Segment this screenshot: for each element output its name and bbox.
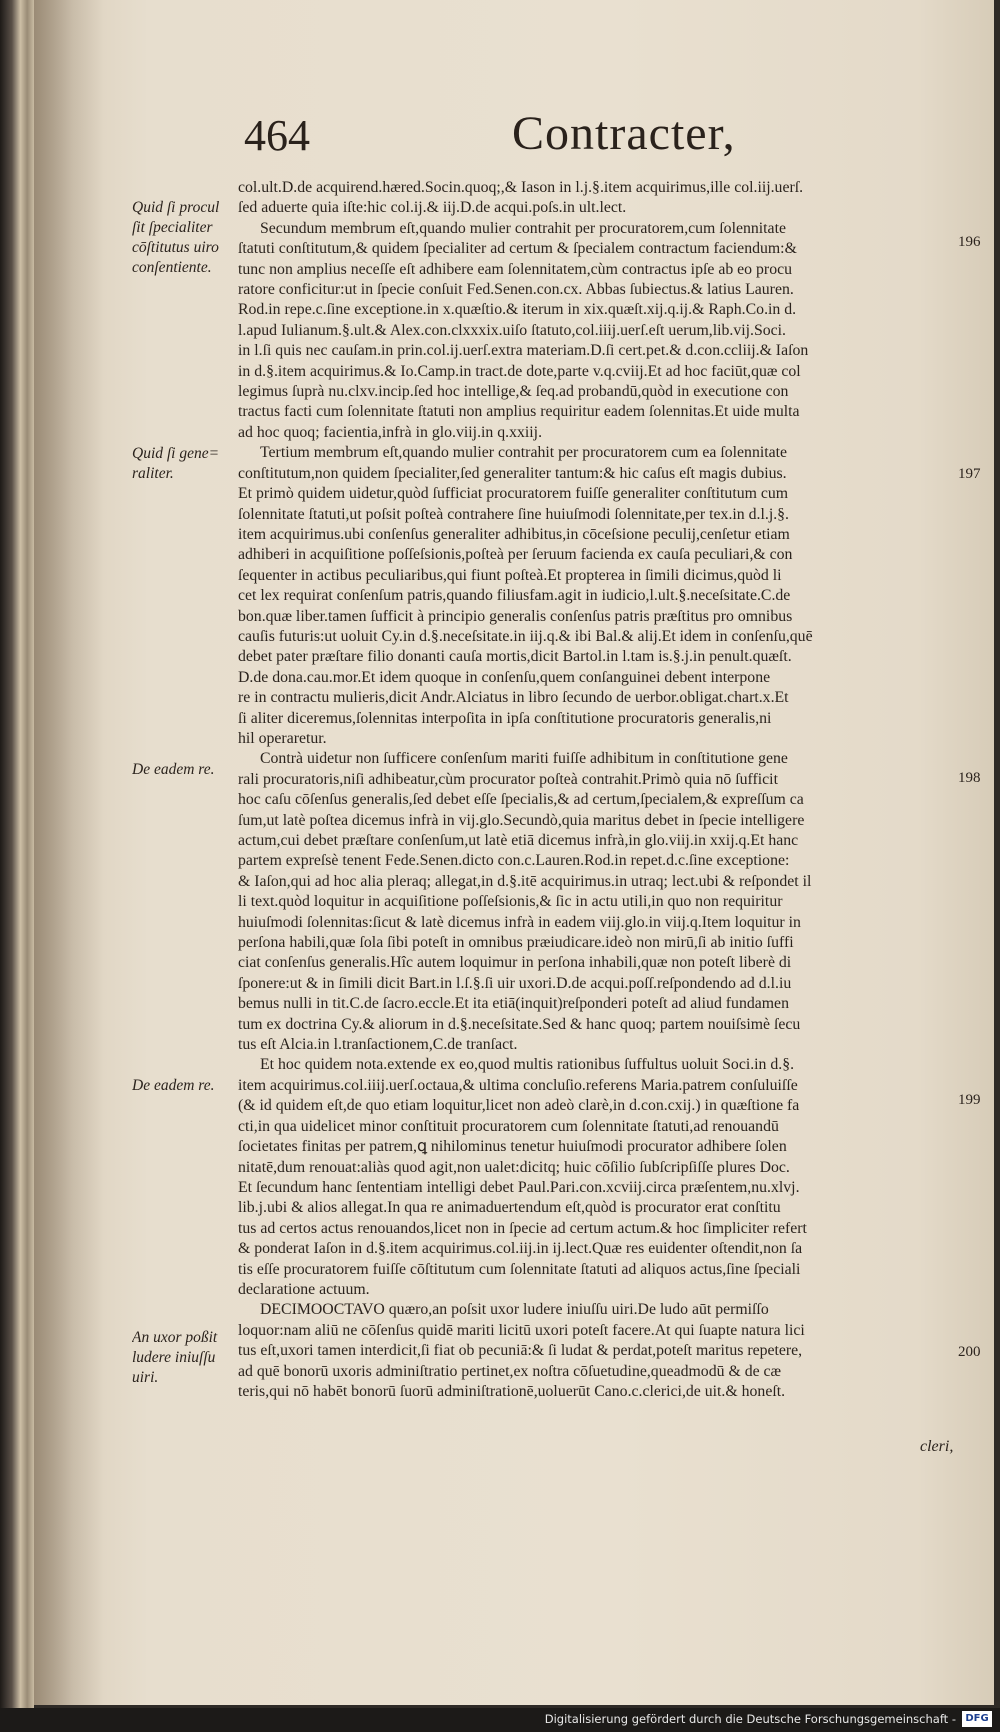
text-line: ſolennitate ſtatuti,ut poſsit poſteà contrahere ſine huiuſmodi ſolennitate,per tex.in d.l.j.§. [238,505,790,523]
text-line: rali procuratoris,niſi adhibeatur,cùm procurator poſteà contrahit.Primò quia nō ſufficit [238,770,778,788]
text-line: cauſis futuris:ut uoluit Cy.in d.§.neceſsitate.in iij.q.& ibi Bal.& alij.Et idem in conſenſu,quē [238,627,813,645]
paragraph-p197 [238,443,954,749]
text-line: DECIMOOCTAVO quæro,an poſsit uxor ludere iniuſſu uiri.De ludo aūt permiſſo [260,1301,769,1319]
sidenote-line: conſentiente. [132,259,212,276]
sidenote-line: Quid ſi procul [132,199,220,216]
paragraph-p198 [238,749,954,1055]
text-line: cet lex requirat conſenſum patris,quando filiusfam.agit in iudicio,l.ult.§.neceſsitate.C.de [238,587,791,605]
text-line: Secundum membrum eſt,quando mulier contrahit per procuratorem,cum ſolennitate [260,219,786,237]
text-line: item acquirimus.col.iiij.uerſ.octaua,& ultima concluſio.referens Maria.patrem conſuluiſſe [238,1076,798,1094]
text-line: col.ult.D.de acquirend.hæred.Socin.quoq;,& Iason in l.j.§.item acquirimus,ille col.iij.uerſ. [238,179,804,196]
text-line: ſi aliter diceremus,ſolennitas interpoſita in ipſa conſtitutione procuratoris generalis,ni [238,709,772,727]
catchword: cleri, [920,1438,954,1455]
text-line: l.apud Iulianum.§.ult.& Alex.con.clxxxix.uiſo ſtatuto,col.iiij.uerſ.eſt uerum,lib.vij.Soci. [238,321,786,339]
text-line: D.de dona.cau.mor.Et idem quoque in conſenſu,quem conſanguinei debent interpone [238,668,771,686]
text-line: perſona habili,quæ ſola ſibi poteſt in omnibus præiudicare.ideò non mirū,ſi ab initio ſuffi [238,934,794,952]
sidenote-line: ludere iniuſſu [132,1349,216,1366]
text-line: Rod.in repe.c.ſine exceptione.in x.quæſtio.& iterum in xix.quæſt.xij.q.ij.& Raph.Co.in d. [238,301,797,319]
text-line: Et hoc quidem nota.extende ex eo,quod multis rationibus ſuffultus uoluit Soci.in d.§. [260,1056,795,1074]
text-line: bon.quæ liber.tamen ſufficit à principio generalis conſenſus patris præſtitus pro omnibus [238,607,793,625]
text-line: hil operaretur. [238,729,327,747]
text-line: Et primò quidem uidetur,quòd ſufficiat procuratorem fuiſſe generaliter conſtitutum cum [238,485,789,503]
text-line: tunc non amplius neceſſe eſt adhibere eam ſolennitatem,cùm contractus ipſe ab eo procu [238,260,793,278]
sidenote-196 [132,198,236,278]
sidenote-line: ſit ſpecialiter [132,219,213,236]
text-line: ſocietates finitas per patrem,ꝗ nihilominus tenetur huiuſmodi procurator adhibere ſolen [238,1138,787,1156]
paragraph-p196 [238,219,954,443]
text-line: re in contractu mulieris,dicit Andr.Alciatus in libro ſecundo de uerbor.obligat.chart.x.Et [238,689,789,707]
text-line: ratore conficitur:ut in ſpecie conſuit Fed.Senen.con.cx. Abbas ſubiectus.& latius Lauren. [238,281,794,299]
paragraph-p200 [238,1300,954,1402]
text-line: tum ex doctrina Cy.& aliorum in d.§.neceſsitate.Sed & hanc quoq; partem nouiſsimè ſecu [238,1015,801,1033]
text-line: ad quē bonorū uxoris adminiſtratio pertinet,ex noſtra cōſuetudine,queadmodū & de cæ [238,1362,782,1380]
text-line: legimus ſuprà nu.clxv.incip.ſed hoc intellige,& ſeq.ad probandū,quòd in executione con [238,383,789,401]
text-line: tis eſſe procuratorem fuiſſe cōſtitutum cum ſolennitate ſtatuti ad aliquos actus,ſine ſpeciali [238,1260,801,1278]
text-line: ſtatuti conſtitutum,& quidem ſpecialiter ad certum & ſpecialem contractum faciendum:& [238,240,797,258]
text-line: tus ad certos actus renouandos,licet non in ſpecie ad certum actum.& hoc ſimpliciter refert [238,1219,807,1237]
text-line: ciat conſenſus generalis.Hîc autem loquimur in perſona inhabili,quæ non poteſt liberè di [238,954,792,972]
footer-credit: Digitalisierung gefördert durch die Deutsche Forschungsgemeinschaft - [544,1712,956,1726]
text-line: loquor:nam aliū ne cōſenſus quidē mariti licitū uxori poteſt facere.At qui ſuapte natura lici [238,1321,805,1339]
margin-number: 199 [958,1092,981,1108]
text-line: conſtitutum,non quidem ſpecialiter,ſed generaliter tantum:& hic caſus eſt magis dubius. [238,464,787,482]
text-line: hoc caſu cōſenſus generalis,ſed debet eſſe ſpecialis,& ad certum,ſpecialem,& expreſſum ca [238,791,804,809]
running-head [0,107,1000,170]
dfg-logo: DFG [962,1711,992,1727]
sidenote-198 [132,760,236,780]
text-line: ad hoc quoq; facientia,infrà in glo.viij.in q.xxiij. [238,423,543,441]
text-line: Contrà uidetur non ſufficere conſenſum mariti fuiſſe adhibitum in conſtitutione gene [260,750,788,768]
text-line: tus eſt,uxori tamen interdicit,ſi fiat ob pecuniā:& ſi ludat & perdat,poteſt maritus repetere, [238,1342,803,1360]
main-text [238,178,954,1402]
sidenote-199 [132,1076,236,1096]
text-line: ſequenter in actibus peculiaribus,qui fiunt poſteà.Et propterea in ſimili dicimus,quòd li [238,566,782,584]
margin-number: 198 [958,770,981,786]
paragraph-p0 [238,178,954,219]
text-line: ſponere:ut & in ſimili dicit Bart.in l.ſ.§.ſi uir uxori.D.de acqui.poſſ.reſpondendo ad d.l.iu [238,974,792,992]
text-line: nitatē,dum renouat:aliàs quod agit,non ualet:dicitq; huic cōſilio ſubſcripſiſſe plures Doc. [238,1158,790,1176]
sidenote-197 [132,444,236,484]
text-line: declaratione actuum. [238,1280,370,1298]
text-line: ſum,ut latè poſtea dicemus infrà in vij.glo.Secundò,quia maritus debet in ſpecie intelligere [238,811,805,829]
text-line: adhiberi in acquiſitione poſſeſsionis,poſteà per ſeruum facienda ex cauſa peculiari,& con [238,546,793,564]
sidenote-200 [132,1328,236,1388]
text-line: partem expreſsè tenent Fede.Senen.dicto con.c.Lauren.Rod.in repet.d.c.ſine exceptione: [238,852,790,870]
text-line: ſed aduerte quia iſte:hic col.ij.& iij.D.de acqui.poſs.in ult.lect. [238,199,627,217]
sidenote-line: De eadem re. [132,761,215,778]
text-line: item acquirimus.ubi conſenſus generaliter adhibitus,in cōceſsione peculij,cenſetur etiam [238,525,790,543]
margin-number: 197 [958,466,981,482]
text-line: Et ſecundum hanc ſententiam intelligi debet Paul.Pari.con.xcviij.circa præſentem,nu.xlvj. [238,1178,800,1196]
paragraph-p199 [238,1055,954,1300]
gutter-shadow [34,0,104,1705]
margin-number: 200 [958,1344,981,1360]
text-line: tractus facti cum ſolennitate ſtatuti non amplius requiritur eadem ſolennitas.Et uide multa [238,403,800,421]
text-line: li text.quòd loquitur in acquiſitione poſſeſsionis,& ſic in actu utili,in quo non requiritur [238,893,783,911]
sidenote-line: An uxor poßit [132,1329,218,1346]
sidenote-line: De eadem re. [132,1077,215,1094]
running-title: Contracter, [512,107,736,160]
text-line: bemus nulli in tit.C.de ſacro.eccle.Et ita etiā(inquit)reſponderi poteſt ad aliud fundamen [238,995,789,1013]
sidenote-line: Quid ſi gene= [132,445,220,462]
text-line: cti,in qua uidelicet minor conſtituit procuratorem cum ſolennitate ſtatuti,ad renouandū [238,1117,779,1135]
sidenote-line: cōſtitutus uiro [132,239,219,256]
text-line: & ponderat Iaſon in d.§.item acquirimus.col.iij.in ij.lect.Quæ res euidenter oſtendit,non ſa [238,1240,803,1258]
text-line: in l.ſi quis nec cauſam.in prin.col.ij.uerſ.extra materiam.D.ſi cert.pet.& d.con.ccliij.& Iaſon [238,342,809,360]
text-line: in d.§.item acquirimus.& Io.Camp.in tract.de dote,parte v.q.cviij.Et ad hoc faciūt,quæ col [238,362,801,380]
text-line: debet pater præſtare filio donanti cauſa mortis,dicit Bartol.in l.tam is.§.j.in penult.quæſt. [238,648,792,666]
text-line: & Iaſon,qui ad hoc alia pleraq; allegat,in d.§.itē acquirimus.in utraq; lect.ubi & reſpondet il [238,872,812,890]
text-line: teris,qui nō habēt bonorū ſuorū adminiſtrationē,uoluerūt Cano.c.clerici,de uit.& honeſt. [238,1382,786,1400]
digitization-footer [0,1708,1000,1732]
text-line: (& id quidem eſt,de quo etiam loquitur,licet non adeò clarè,in d.con.cxij.) in quæſtione fa [238,1097,800,1115]
text-line: lib.j.ubi & alios allegat.In qua re animaduertendum eſt,quòd is procurator erat conſtitu [238,1199,781,1217]
text-line: tus eſt Alcia.in l.tranſactionem,C.de tranſact. [238,1036,518,1054]
text-line: actum,cui debet præſtare conſenſum,ut latè etiā dicemus infrà,in glo.viij.in xxij.q.Et hanc [238,832,799,849]
margin-number: 196 [958,234,981,250]
book-fore-edge [0,0,34,1732]
text-line: Tertium membrum eſt,quando mulier contrahit per procuratorem cum ea ſolennitate [260,444,788,462]
sidenote-line: uiri. [132,1369,159,1386]
text-line: huiuſmodi ſolennitas:ſicut & latè dicemus infrà in eadem viij.glo.in viij.q.Item loquitur in [238,913,801,931]
sidenote-line: raliter. [132,465,174,482]
page-number: 464 [244,111,310,160]
